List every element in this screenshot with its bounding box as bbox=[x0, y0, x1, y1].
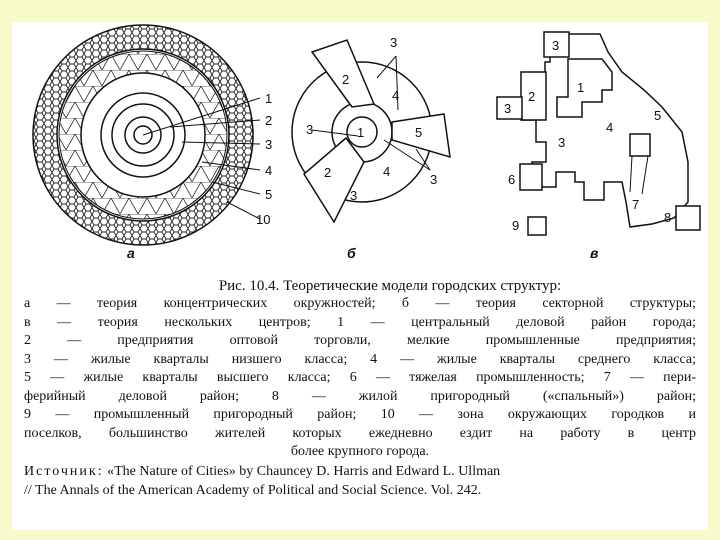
b-label-4-bottom: 4 bbox=[383, 164, 391, 179]
diagram-a-concentric bbox=[33, 25, 272, 261]
b-label-center-1: 1 bbox=[357, 125, 365, 140]
b-label-3-right: 3 bbox=[430, 172, 438, 187]
diagram-a-label-3: 3 bbox=[265, 137, 273, 152]
b-label-3-top: 3 bbox=[390, 35, 398, 50]
diagram-a-sublabel: а bbox=[127, 245, 135, 261]
v-label-1: 1 bbox=[577, 80, 585, 95]
v-label-3-top: 3 bbox=[552, 38, 560, 53]
caption-line-3: 2 — предприятия оптовой торговли, мелкие промышленные предприятия; bbox=[24, 333, 696, 348]
b-label-4-top: 4 bbox=[392, 88, 400, 103]
caption-line-6: ферийный деловой район; 8 — жилой пригородный («спальный») район; bbox=[24, 388, 696, 404]
caption-line-1: а — теория концентрических окружностей; б — теория секторной структуры; bbox=[24, 296, 696, 311]
caption-line-5: 5 — жилые кварталы высшего класса; 6 — тяжелая промышленность; 7 — пери- bbox=[24, 370, 696, 385]
v-label-5: 5 bbox=[654, 108, 662, 123]
figure-caption bbox=[24, 277, 696, 500]
diagram-a-label-5: 5 bbox=[265, 187, 273, 202]
b-label-2-bottom: 2 bbox=[324, 165, 332, 180]
v-label-8: 8 bbox=[664, 210, 672, 225]
caption-line-7: 9 — промышленный пригородный район; 10 — зона окружающих городков и bbox=[24, 407, 696, 422]
diagram-a-label-10: 10 bbox=[256, 212, 271, 227]
source-label: Источник: bbox=[24, 463, 104, 479]
diagram-a-label-1: 1 bbox=[265, 91, 273, 106]
b-label-3-bottom: 3 bbox=[350, 188, 358, 203]
source-line-1 bbox=[24, 462, 696, 481]
v-label-6: 6 bbox=[508, 172, 516, 187]
source-line-2: // The Annals of the American Academy of Political and Social Science. Vol. 242. bbox=[24, 482, 482, 498]
v-label-3-left: 3 bbox=[504, 101, 512, 116]
diagram-v-multi-nuclei bbox=[497, 32, 700, 235]
v-label-2: 2 bbox=[528, 89, 536, 104]
diagram-b-sublabel: б bbox=[347, 245, 356, 261]
v-label-7: 7 bbox=[632, 197, 640, 212]
diagram-a-label-2: 2 bbox=[265, 113, 273, 128]
v-label-3-mid: 3 bbox=[558, 135, 566, 150]
caption-title: Рис. 10.4. Теоретические модели городских структур: bbox=[218, 278, 562, 294]
city-models-figure bbox=[12, 22, 708, 272]
caption-line-4: 3 — жилые кварталы низшего класса; 4 — жилые кварталы среднего класса; bbox=[24, 351, 696, 367]
source-text: «The Nature of Cities» by Chauncey D. Harris and Edward L. Ullman bbox=[107, 463, 501, 479]
caption-line-9: более крупного города. bbox=[290, 444, 430, 459]
b-label-3-left: 3 bbox=[306, 122, 314, 137]
b-label-2-top: 2 bbox=[342, 72, 350, 87]
diagram-v-sublabel: в bbox=[590, 245, 599, 261]
v-label-4: 4 bbox=[606, 120, 614, 135]
b-label-5: 5 bbox=[415, 125, 423, 140]
diagram-b-sector bbox=[292, 40, 450, 222]
diagram-a-label-4: 4 bbox=[265, 163, 273, 178]
caption-line-2: в — теория нескольких центров; 1 — центральный деловой район города; bbox=[24, 314, 696, 330]
caption-line-8: поселков, большинство жителей которых ежедневно ездит на работу в центр bbox=[24, 425, 696, 441]
v-label-9: 9 bbox=[512, 218, 520, 233]
figure-card bbox=[12, 22, 708, 530]
